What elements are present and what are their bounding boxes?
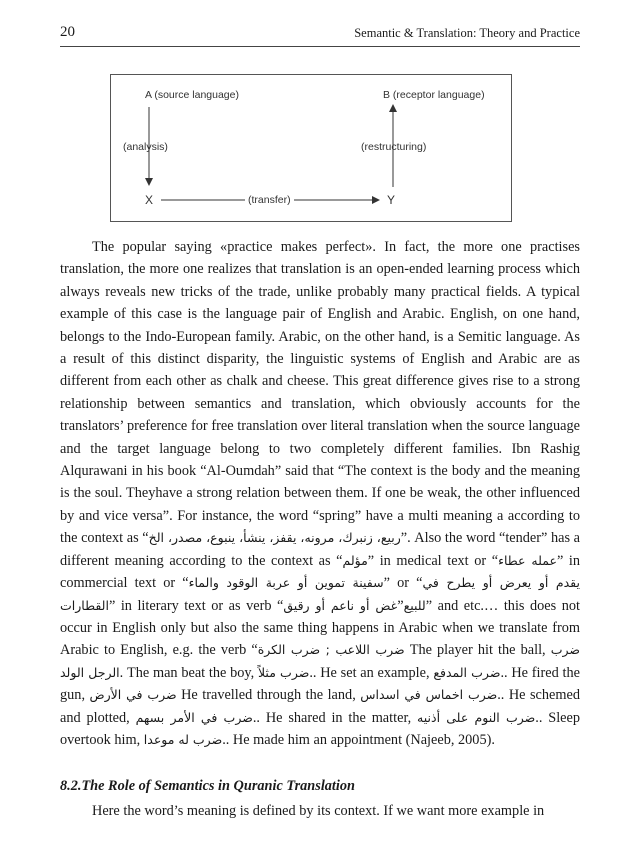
restructuring-label: (restructuring) xyxy=(361,141,427,153)
translation-process-diagram xyxy=(110,74,512,222)
header-rule xyxy=(60,46,580,47)
page-header xyxy=(60,20,580,42)
x-label: X xyxy=(145,193,154,207)
running-title: Semantic & Translation: Theory and Practice xyxy=(354,26,580,40)
section-paragraph: Here the word’s meaning is defined by its context. If we want more example in xyxy=(92,803,545,819)
main-paragraph: The popular saying «practice makes perfect». In fact, the more one practises translation, the more one realizes that translation is an open-ended learning process which always reveals new tricks of the trade, unlike probably many practical fields. A typical example of this case is the language pair of English and Arabic. English, on one hand, belongs to the Indo-European family. Arabic, on the other hand, is a Semitic language. As a result of this distinct disparity, the linguistic systems of English and Arabic are as different from each other as chalk and cheese. This great difference gives rise to a strong relationship between semantics and translation, which obviously accounts for the translators’ preference for free translation over literal translation when the source language and the target language belong to two completely different families. Ibn Rashig Alqurawani in his book “Al-Oumdah” said that “The context is the body and the meaning is the soul. Theyhave a strong relation between them. If one be weak, the other influenced by and vice versa”. For instance, the word “spring” have a multi meaning a according to the context as “ربيع، زنبرك، مرونه، يقفز، ينشأ، ينبوع، مصدر، الخ”. Also the word “tender” has a different meaning according to the context as “مؤلم” in medical text or “عمله عطاء” in commercial text or “سفينة تموين أو عربة الوقود والماء” or “يقدم أو يعرض أو يطرح في القطارات” in literary text or as verb “غض أو ناعم أو رقيق”للبيع” and etc.… this does not occur in English only but also the same thing happens in Arabic when we translate from Arabic to English, e.g. the verb “ضرب اللاعب ; ضرب الكرة The player hit the ball, ضرب الرجل الولد. The man beat the boy, ضرب مثلاً.. He set an example, ضرب المدفع.. He fired the gun, ضرب في الأرض He travelled through the land, ضرب اخماس في اسداس.. He schemed and plotted, ضرب في الأمر بسهم.. He shared in the matter, ضرب النوم على أذنيه.. Sleep overtook him, ضرب له موعدا.. He made him an appointment (Najeeb, 2005). xyxy=(60,239,581,748)
analysis-label: (analysis) xyxy=(123,141,168,153)
transfer-label: (transfer) xyxy=(245,194,294,206)
source-language-label: A (source language) xyxy=(145,89,239,101)
body-text xyxy=(60,236,580,751)
receptor-language-label: B (receptor language) xyxy=(383,89,485,101)
y-label: Y xyxy=(387,193,396,207)
page-number: 20 xyxy=(60,24,75,40)
section-heading: 8.2.The Role of Semantics in Quranic Translation xyxy=(60,778,355,794)
